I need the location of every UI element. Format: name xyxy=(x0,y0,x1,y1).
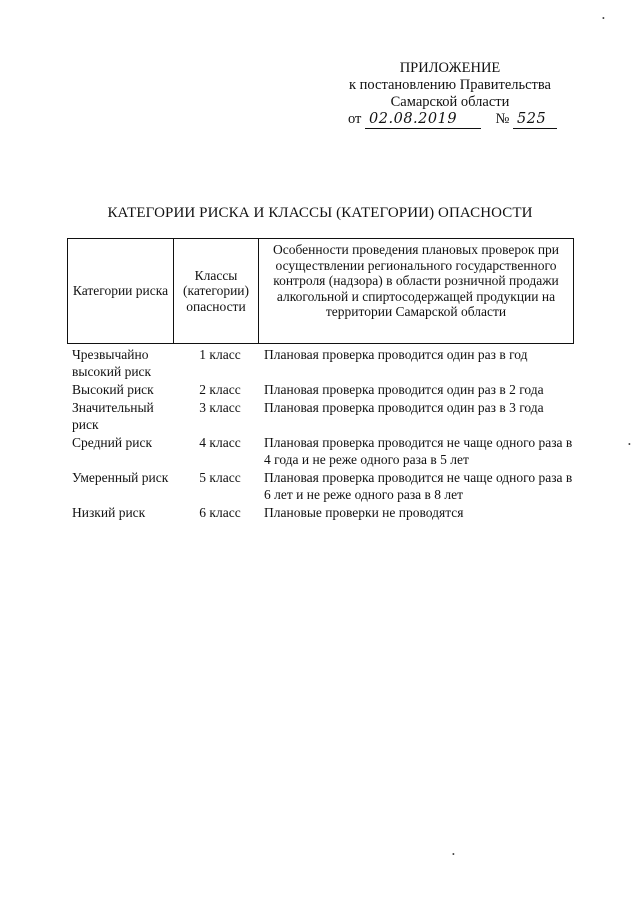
header-inspection-features: Особенности проведения плановых проверок при осуществлении регионального государственного контроля (надзора) в области розничной продажи алкогольной и спиртосодержащей продукции на территории Самарской области xyxy=(272,242,560,319)
appendix-title: ПРИЛОЖЕНИЕ xyxy=(399,60,501,76)
inspection-description-cell: Плановая проверка проводится один раз в 3 года xyxy=(264,400,544,415)
risk-category-cell: Низкий риск xyxy=(72,505,146,520)
table-body xyxy=(72,346,578,522)
risk-category-cell: Чрезвычайно высокий риск xyxy=(72,347,152,379)
handwritten-number: 525 xyxy=(513,111,557,129)
date-prefix: от xyxy=(348,111,362,127)
hazard-class-cell: 6 класс xyxy=(199,505,241,520)
appendix-line-1: к постановлению Правительства xyxy=(349,77,551,93)
inspection-description-cell: Плановая проверка проводится один раз в год xyxy=(264,347,528,362)
scan-speck: • xyxy=(452,850,455,859)
scan-speck: • xyxy=(602,14,605,23)
risk-category-cell: Значительный риск xyxy=(72,400,154,432)
scan-speck: • xyxy=(628,440,631,449)
hazard-class-cell: 4 класс xyxy=(199,435,241,450)
table-row xyxy=(72,434,578,468)
risk-category-cell: Высокий риск xyxy=(72,382,154,397)
table-header xyxy=(67,238,574,344)
table-row xyxy=(72,381,578,398)
table-row xyxy=(72,504,578,521)
table-row xyxy=(72,399,578,433)
hazard-class-cell: 1 класс xyxy=(199,347,241,362)
number-prefix: № xyxy=(495,111,510,127)
handwritten-date: 02.08.2019 xyxy=(365,111,481,129)
inspection-description-cell: Плановая проверка проводится не чаще одного раза в 6 лет и не реже одного раза в 8 лет xyxy=(264,470,573,502)
inspection-description-cell: Плановая проверка проводится не чаще одного раза в 4 года и не реже одного раза в 5 лет xyxy=(264,435,573,467)
appendix-block xyxy=(330,60,570,129)
hazard-class-cell: 2 класс xyxy=(199,382,241,397)
appendix-line-2: Самарской области xyxy=(390,94,510,110)
document-title: КАТЕГОРИИ РИСКА И КЛАССЫ (КАТЕГОРИИ) ОПАСНОСТИ xyxy=(107,205,533,221)
inspection-description-cell: Плановая проверка проводится один раз в 2 года xyxy=(264,382,544,397)
hazard-class-cell: 3 класс xyxy=(199,400,241,415)
table-row xyxy=(72,346,578,380)
risk-category-cell: Средний риск xyxy=(72,435,153,450)
risk-category-cell: Умеренный риск xyxy=(72,470,169,485)
inspection-description-cell: Плановые проверки не проводятся xyxy=(264,505,464,520)
appendix-date-number-row xyxy=(330,111,570,129)
hazard-class-cell: 5 класс xyxy=(199,470,241,485)
table-row xyxy=(72,469,578,503)
header-risk-category: Категории риска xyxy=(68,239,174,343)
header-hazard-class: Классы (категории) опасности xyxy=(174,239,259,343)
